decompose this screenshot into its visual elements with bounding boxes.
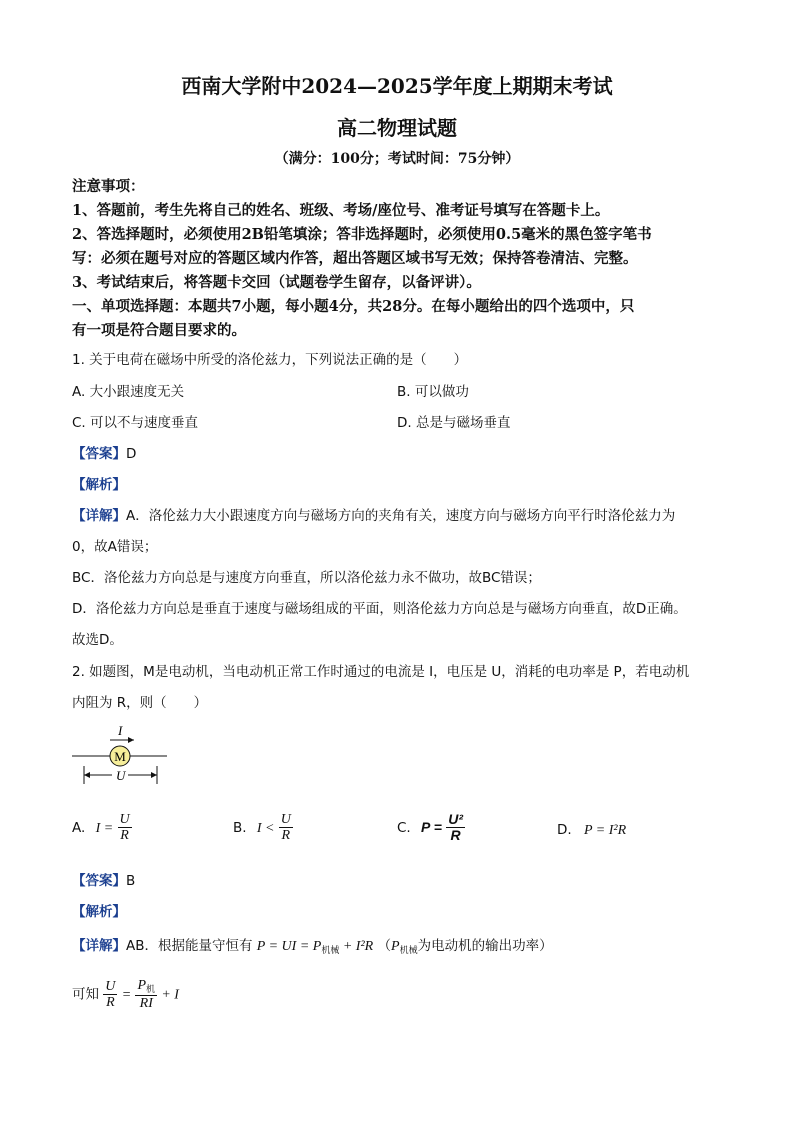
q1-analysis-label: 【解析】: [72, 477, 126, 493]
q2-conclude-rhs-num: [135, 978, 157, 996]
section-heading-line1: 一、单项选择题：本题共7小题，每小题4分，共28分。在每小题给出的四个选项中，只: [72, 298, 635, 315]
q2-stem-line2: 内阻为 R，则（ ）: [72, 695, 208, 711]
section-heading-line2: 有一项是符合题目要求的。: [72, 322, 246, 339]
q2-detail-prefix: AB．根据能量守恒有: [126, 938, 253, 954]
q2-detail-note-open: （: [377, 938, 391, 954]
q1-detail-line2: 0，故A错误；: [72, 539, 158, 555]
notice-item-2-line1: 2、答选择题时，必须使用2B铅笔填涂；答非选择题时，必须使用0.5毫米的黑色签字笔书: [72, 226, 652, 243]
exam-title: 西南大学附中2024—2025学年度上期期末考试: [181, 74, 613, 98]
q2-option-b-lhs: I <: [256, 820, 275, 836]
q2-option-a-num: U: [119, 812, 130, 827]
q2-conclude-tail: + I: [161, 987, 179, 1003]
q2-option-c-num: U²: [448, 811, 463, 827]
q2-detail-equation: [257, 939, 373, 954]
q1-option-d: D. 总是与磁场垂直: [397, 415, 511, 431]
q1-option-b: B. 可以做功: [397, 384, 469, 400]
q2-answer: [72, 869, 135, 889]
voltage-arrowhead-right: [151, 772, 157, 778]
q1-option-a: A. 大小跟速度无关: [72, 384, 185, 400]
q2-option-c-den: R: [450, 827, 461, 844]
q2-detail-eq-tail: + I²R: [342, 939, 374, 954]
q2-option-a: [72, 812, 132, 844]
q2-option-c-prefix: C.: [397, 819, 411, 836]
voltage-label: U: [116, 768, 126, 783]
q2-detail-eq-sub: 机械: [321, 945, 340, 955]
notice-item-3: 3、考试结束后，将答题卡交回（试题卷学生留存，以备评讲）。: [72, 274, 481, 291]
notice-item-1: 1、答题前，考生先将自己的姓名、班级、考场/座位号、准考证号填写在答题卡上。: [72, 202, 610, 219]
q1-detail-line5: 故选D。: [72, 632, 123, 648]
q1-answer: [72, 442, 136, 462]
q1-option-c: C. 可以不与速度垂直: [72, 415, 199, 431]
q2-conclude-prefix: 可知: [72, 986, 99, 1003]
q2-option-d-prefix: D.: [557, 822, 572, 838]
q2-stem-line1: 2. 如题图，M是电动机，当电动机正常工作时通过的电流是 I，电压是 U，消耗的电功率是 P，若电动机: [72, 664, 690, 680]
notice-heading: 注意事项：: [72, 178, 145, 195]
q1-detail-line4: D．洛伦兹力方向总是垂直于速度与磁场组成的平面，则洛伦兹力方向总是与磁场方向垂直，故D正确。: [72, 601, 687, 617]
q2-detail-eq: P = UI = P: [256, 939, 322, 954]
q1-stem: 1. 关于电荷在磁场中所受的洛伦兹力，下列说法正确的是（ ）: [72, 352, 468, 368]
subject-title: 高二物理试题: [337, 116, 457, 140]
exam-meta: （满分：100分；考试时间：75分钟）: [274, 151, 520, 167]
current-arrow-head: [128, 737, 134, 743]
q2-answer-value: B: [126, 873, 136, 889]
q2-option-b-fraction: [279, 812, 293, 844]
q2-analysis-label: 【解析】: [72, 904, 126, 920]
q2-option-d-expr: P = I²R: [583, 823, 627, 838]
q1-answer-value: D: [126, 446, 137, 462]
q2-detail-label: 【详解】: [72, 938, 126, 954]
q2-option-c: [397, 812, 465, 844]
q2-conclude-lhs-den: R: [106, 995, 115, 1011]
q2-conclude-rhs: [135, 978, 157, 1011]
q2-conclude-rhs-den: RI: [139, 995, 153, 1011]
q2-option-a-lhs: I =: [95, 820, 114, 836]
notice-item-2-line2: 写：必须在题号对应的答题区域内作答，超出答题区域书写无效；保持答卷清洁、完整。: [72, 250, 638, 267]
motor-circuit-diagram: [72, 718, 182, 786]
q2-conclude-eq: =: [121, 987, 132, 1003]
q2-option-a-den: R: [120, 828, 129, 844]
q1-detail-label: 【详解】: [72, 508, 126, 524]
current-label: I: [118, 723, 123, 738]
q2-option-a-prefix: A.: [72, 819, 86, 836]
q2-detail-note-sub: 机械: [399, 946, 418, 956]
q1-detail-line3: BC．洛伦兹力方向总是与速度方向垂直，所以洛伦兹力永不做功，故BC错误；: [72, 570, 541, 586]
q2-option-c-lhs: P =: [421, 818, 442, 835]
q2-conclude-rhs-sub: 机: [146, 984, 156, 994]
q2-option-b-prefix: B.: [233, 819, 247, 836]
q2-option-b-den: R: [281, 828, 291, 844]
q1-detail-text1: A．洛伦兹力大小跟速度方向与磁场方向的夹角有关，速度方向与磁场方向平行时洛伦兹力为: [126, 508, 676, 524]
q2-detail-line: [72, 934, 553, 956]
q2-option-b-num: U: [280, 812, 291, 827]
q2-option-c-fraction: [446, 812, 465, 844]
q2-conclusion: [72, 978, 179, 1011]
q2-detail-note-p: P: [391, 939, 400, 954]
q2-detail-note-text: 为电动机的输出功率）: [417, 938, 553, 954]
q2-option-d: [557, 822, 626, 839]
q1-detail-line1: [72, 504, 675, 524]
q1-answer-label: 【答案】: [72, 446, 126, 462]
q2-answer-label: 【答案】: [72, 873, 126, 889]
q2-conclude-lhs: [103, 979, 117, 1011]
q2-option-a-fraction: [118, 812, 132, 844]
motor-label: M: [114, 749, 126, 764]
voltage-arrowhead-left: [84, 772, 90, 778]
q2-conclude-rhs-p: P: [137, 978, 147, 993]
q2-conclude-lhs-num: U: [105, 978, 116, 994]
q2-option-b: [233, 812, 293, 844]
